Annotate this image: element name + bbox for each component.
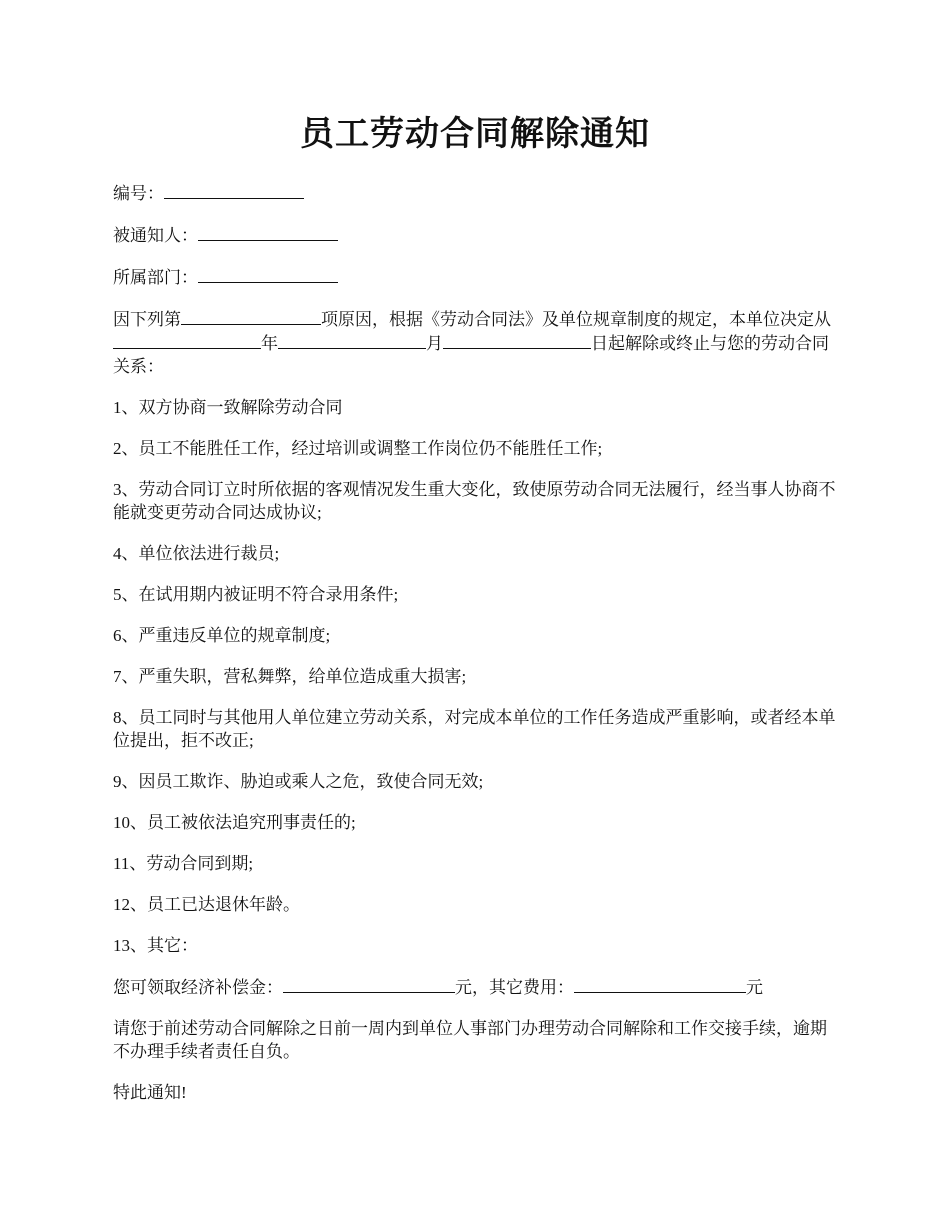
intro-month-text: 月 <box>426 334 443 353</box>
department-field <box>113 265 843 289</box>
reason-item: 5、在试用期内被证明不符合录用条件; <box>113 585 399 604</box>
notified-person-field <box>113 223 843 247</box>
reason-item: 1、双方协商一致解除劳动合同 <box>113 398 343 417</box>
compensation-unit-other: 元，其它费用： <box>455 978 574 997</box>
number-field <box>113 181 843 205</box>
reason-item: 10、员工被依法追究刑事责任的; <box>113 813 356 832</box>
document-title: 员工劳动合同解除通知 <box>300 116 650 153</box>
notified-person-blank <box>198 223 338 241</box>
reason-item: 13、其它： <box>113 936 198 955</box>
other-fees-blank <box>574 975 746 993</box>
reason-item: 8、员工同时与其他用人单位建立劳动关系，对完成本单位的工作任务造成严重影响，或者经本单位提出，拒不改正; <box>113 708 836 750</box>
reason-item: 4、单位依法进行裁员; <box>113 544 280 563</box>
reason-item: 3、劳动合同订立时所依据的客观情况发生重大变化，致使原劳动合同无法履行，经当事人协商不能就变更劳动合同达成协议; <box>113 480 836 522</box>
reason-item: 12、员工已达退休年龄。 <box>113 895 300 914</box>
compensation-amount-blank <box>283 975 455 993</box>
reason-number-blank <box>181 307 321 325</box>
intro-year-text: 年 <box>261 334 278 353</box>
closing-text: 特此通知! <box>113 1083 187 1102</box>
reason-item: 7、严重失职，营私舞弊，给单位造成重大损害; <box>113 667 467 686</box>
document-body <box>113 181 843 1122</box>
intro-text-2: 项原因，根据《劳动合同法》及单位规章制度的规定，本单位决定从 <box>321 310 831 329</box>
department-blank <box>198 265 338 283</box>
reason-item: 6、严重违反单位的规章制度; <box>113 626 331 645</box>
day-blank <box>443 331 591 349</box>
compensation-line <box>113 975 843 999</box>
intro-text-5: 日起解除或终止与您的劳动合同关系： <box>113 334 829 376</box>
year-blank <box>113 331 261 349</box>
intro-text-1: 因下列第 <box>113 310 181 329</box>
month-blank <box>278 331 426 349</box>
reason-item: 9、因员工欺诈、胁迫或乘人之危，致使合同无效; <box>113 772 484 791</box>
notified-person-label: 被通知人： <box>113 226 198 245</box>
compensation-unit-end: 元 <box>746 978 763 997</box>
reason-item: 11、劳动合同到期; <box>113 854 254 873</box>
number-label: 编号： <box>113 184 164 203</box>
instruction-paragraph: 请您于前述劳动合同解除之日前一周内到单位人事部门办理劳动合同解除和工作交接手续，逾期不办理手续者责任自负。 <box>113 1019 827 1061</box>
number-blank <box>164 181 304 199</box>
compensation-label: 您可领取经济补偿金： <box>113 978 283 997</box>
department-label: 所属部门： <box>113 268 198 287</box>
reason-item: 2、员工不能胜任工作，经过培训或调整工作岗位仍不能胜任工作; <box>113 439 603 458</box>
intro-paragraph <box>113 307 843 378</box>
